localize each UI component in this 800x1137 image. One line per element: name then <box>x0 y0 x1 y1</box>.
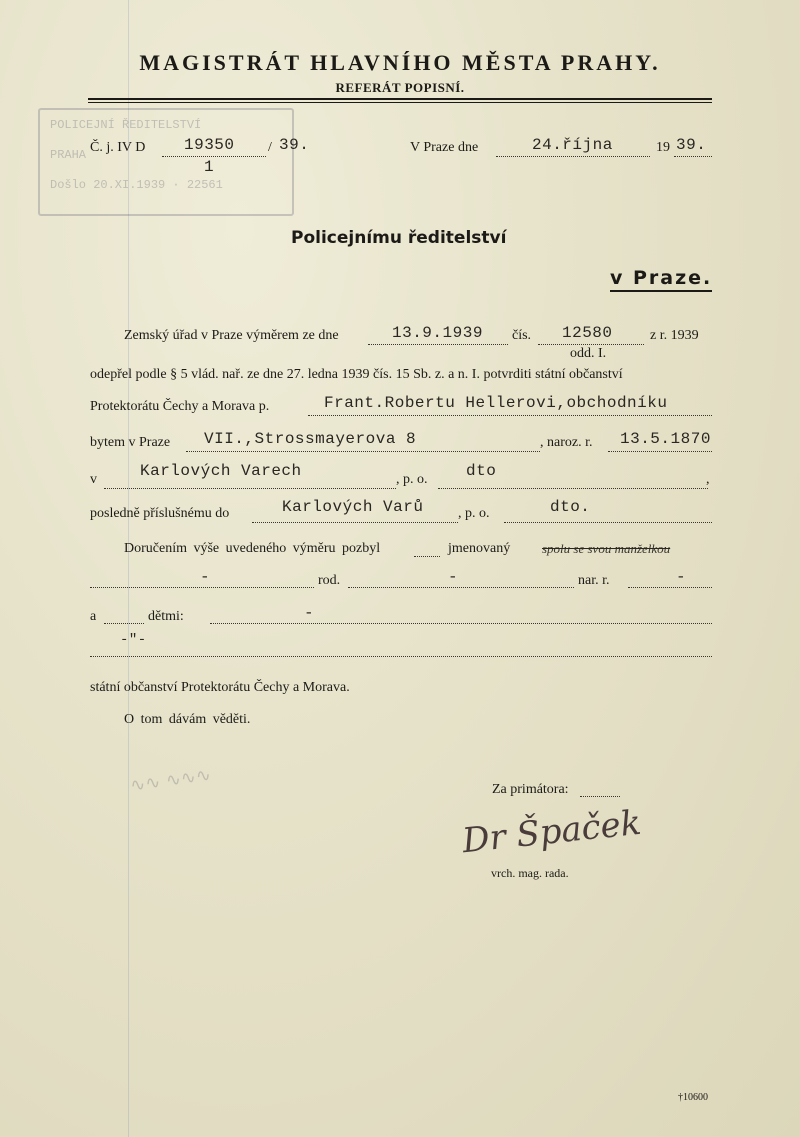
reference-prefix: Č. j. IV D <box>90 140 146 155</box>
domicile-district: dto. <box>550 498 591 516</box>
birth-year: 13.5.1870 <box>620 430 711 448</box>
signatory-title: vrch. mag. rada. <box>491 866 569 880</box>
addressee-line-2: v Praze. <box>610 267 712 292</box>
spouse-birth-label: nar. r. <box>578 573 610 588</box>
children-dotted-line <box>210 623 712 624</box>
decision-number: 12580 <box>562 324 613 342</box>
reference-slash: / <box>268 140 272 155</box>
birthplace-district-label: , p. o. <box>396 472 428 487</box>
person-name: Frant.Robertu Hellerovi,obchodníku <box>324 394 668 412</box>
stamp-line-3: Došlo 20.XI.1939 · 22561 <box>50 178 223 192</box>
reference-sub: 1 <box>204 158 215 176</box>
date-year-suffix: 39. <box>676 136 707 154</box>
children-dash: - <box>304 604 315 622</box>
address: VII.,Strossmayerova 8 <box>204 430 417 448</box>
line-5-comma: , <box>706 472 710 487</box>
domicile-label: posledně příslušnému do <box>90 506 230 521</box>
closing-statement: O tom dávám věděti. <box>124 712 251 727</box>
date-year-dotted-line <box>674 156 712 157</box>
department: odd. I. <box>570 346 607 361</box>
address-dotted-line <box>186 451 540 452</box>
ditto-mark: -"- <box>120 632 147 648</box>
bleed-through-mark: ∿∿ ∿∿∿ <box>128 764 213 797</box>
decision-year: z r. 1939 <box>650 328 699 343</box>
birthplace-district: dto <box>466 462 497 480</box>
date-label: V Praze dne <box>410 140 479 155</box>
children-label: dětmi: <box>148 609 184 624</box>
decision-date: 13.9.1939 <box>392 324 483 342</box>
date-day-month: 24.října <box>532 136 613 154</box>
reference-dotted-line <box>162 156 266 157</box>
children-count-dotted-line <box>104 623 144 624</box>
person-name-dotted-line <box>308 415 712 416</box>
named-person-label: jmenovaný <box>448 541 511 556</box>
blank-dotted-line <box>90 656 712 657</box>
birthplace-dotted-line <box>104 488 396 489</box>
domicile-district-label: , p. o. <box>458 506 490 521</box>
body-line-3-text: Protektorátu Čechy a Morava p. <box>90 399 270 414</box>
signature-label: Za primátora: <box>492 782 569 797</box>
decision-number-dotted-line <box>538 344 644 345</box>
maiden-name-dotted-line <box>348 587 574 588</box>
date-year-prefix: 19 <box>656 140 670 155</box>
decision-date-dotted-line <box>368 344 508 345</box>
birth-dotted-line <box>608 451 712 452</box>
header-rule-thin <box>88 102 712 103</box>
body-line-1-text: Zemský úřad v Praze výměrem ze dne <box>124 328 339 343</box>
office-subtitle: REFERÁT POPISNÍ. <box>335 80 465 95</box>
date-dotted-line <box>496 156 650 157</box>
reference-number: 19350 <box>184 136 235 154</box>
birthplace-prefix: v <box>90 472 97 487</box>
domicile-place: Karlových Varů <box>282 498 424 516</box>
domicile-dotted-line <box>252 522 458 523</box>
birthplace: Karlových Varech <box>140 462 302 480</box>
body-line-2-text: odepřel podle § 5 vlád. nař. ze dne 27. ledna 1939 čís. 15 Sb. z. a n. I. potvrditi státní občanství <box>90 367 623 382</box>
line-7-dotted-line <box>414 556 440 557</box>
spouse-birth-dotted-line <box>628 587 712 588</box>
maiden-name-label: rod. <box>318 573 341 588</box>
spouse-name-dotted-line <box>90 587 314 588</box>
birth-label: , naroz. r. <box>540 435 593 450</box>
form-number: †10600 <box>678 1092 708 1103</box>
struck-spouse-text: spolu se svou manželkou <box>542 541 671 556</box>
citizenship-statement: státní občanství Protektorátu Čechy a Morava. <box>90 680 350 695</box>
children-conjunction: a <box>90 609 97 624</box>
decision-number-label: čís. <box>512 328 532 343</box>
office-title: MAGISTRÁT HLAVNÍHO MĚSTA PRAHY. <box>139 50 661 75</box>
maiden-name-dash: - <box>448 568 459 586</box>
spouse-birth-dash: - <box>676 568 687 586</box>
birthplace-district-dotted-line <box>438 488 708 489</box>
header-rule <box>88 98 712 100</box>
residence-label: bytem v Praze <box>90 435 171 450</box>
stamp-line-2: PRAHA <box>50 148 87 162</box>
received-stamp <box>38 108 294 216</box>
stamp-line-1: POLICEJNÍ ŘEDITELSTVÍ <box>50 118 202 132</box>
addressee-line-1: Policejnímu ředitelství <box>291 228 507 248</box>
domicile-district-dotted-line <box>504 522 712 523</box>
body-line-7-text: Doručením výše uvedeného výměru pozbyl <box>124 541 381 556</box>
spouse-name-dash: - <box>200 568 211 586</box>
signature-name: Dr Špaček <box>460 802 644 862</box>
reference-year: 39. <box>279 136 310 154</box>
signature-dotted-line <box>580 796 620 797</box>
